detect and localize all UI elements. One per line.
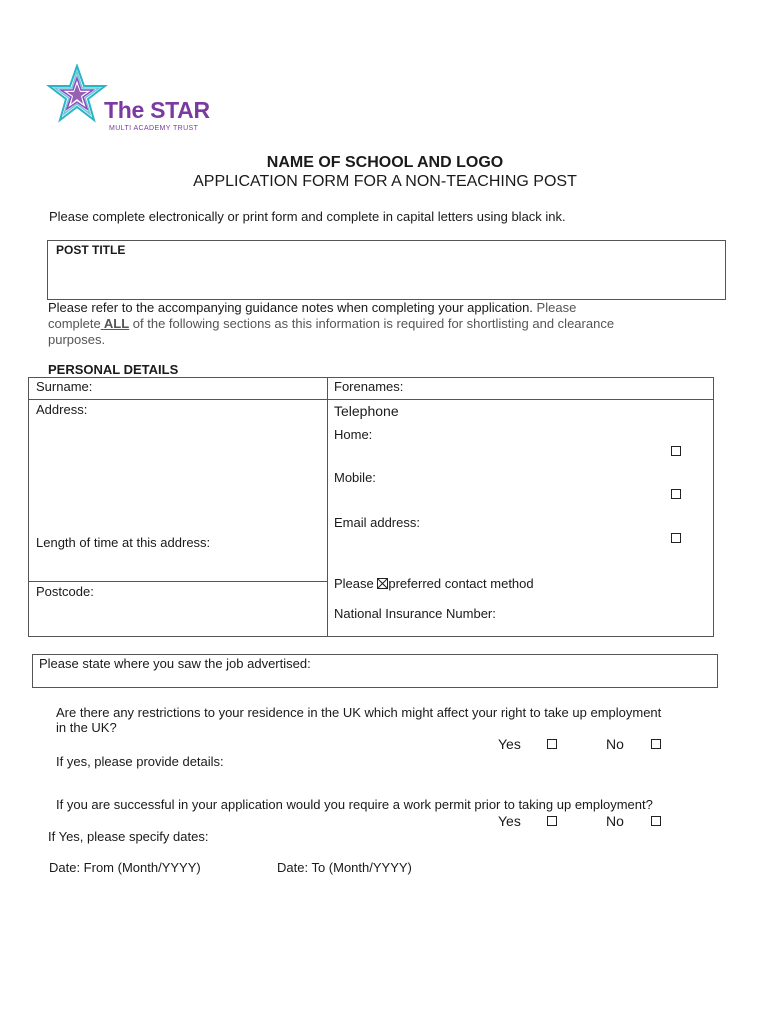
- post-title-label: POST TITLE: [56, 243, 126, 257]
- instructions: Please complete electronically or print form and complete in capital letters using black ink.: [49, 209, 566, 224]
- personal-details-heading: PERSONAL DETAILS: [48, 362, 179, 377]
- restrictions-details-field[interactable]: If yes, please provide details:: [56, 754, 224, 769]
- mobile-phone-field[interactable]: Mobile:: [334, 470, 376, 485]
- work-permit-no-label: No: [606, 813, 624, 829]
- restrictions-question-line1: Are there any restrictions to your residence in the UK which might affect your right to take up employment: [56, 705, 662, 720]
- column-divider: [327, 377, 328, 637]
- guidance-part4: of the following sections as this information is required for shortlisting and clearance: [132, 316, 615, 331]
- guidance-text: [48, 300, 748, 348]
- date-from-field[interactable]: Date: From (Month/YYYY): [49, 860, 201, 875]
- home-phone-field[interactable]: Home:: [334, 427, 373, 442]
- guidance-part1: Please refer to the accompanying guidance notes when completing your application.: [48, 300, 533, 315]
- address-field[interactable]: Address:: [36, 402, 88, 417]
- forenames-field[interactable]: Forenames:: [334, 379, 404, 394]
- star-logo-icon: [46, 64, 108, 124]
- email-field[interactable]: Email address:: [334, 515, 420, 530]
- page-title: NAME OF SCHOOL AND LOGO: [266, 154, 504, 171]
- restrictions-no-label: No: [606, 736, 624, 752]
- advert-field[interactable]: [32, 654, 718, 688]
- postcode-divider: [28, 581, 328, 582]
- surname-field[interactable]: Surname:: [36, 379, 93, 394]
- length-at-address-field[interactable]: Length of time at this address:: [36, 535, 211, 550]
- logo-name: The STAR: [104, 97, 210, 123]
- guidance-part5: purposes.: [48, 332, 106, 347]
- work-permit-no-checkbox[interactable]: [651, 816, 661, 826]
- preferred-prefix: Please: [334, 576, 374, 591]
- checked-box-icon: [377, 578, 388, 589]
- restrictions-question-line2: in the UK?: [56, 720, 117, 735]
- preferred-contact-note: [334, 576, 534, 592]
- work-permit-yes-label: Yes: [498, 813, 521, 829]
- date-to-field[interactable]: Date: To (Month/YYYY): [277, 860, 412, 875]
- restrictions-yes-checkbox[interactable]: [547, 739, 557, 749]
- preferred-suffix: preferred contact method: [388, 576, 534, 591]
- work-permit-yes-checkbox[interactable]: [547, 816, 557, 826]
- work-permit-dates-label: If Yes, please specify dates:: [48, 829, 209, 844]
- logo: [46, 64, 226, 139]
- page-subtitle: APPLICATION FORM FOR A NON-TEACHING POST: [193, 173, 577, 190]
- advert-label: Please state where you saw the job advertised:: [39, 656, 311, 671]
- logo-subtitle: MULTI ACADEMY TRUST: [109, 125, 199, 132]
- guidance-all: ALL: [103, 316, 130, 331]
- row-divider: [28, 399, 714, 400]
- guidance-part2: Please: [536, 300, 577, 315]
- postcode-field[interactable]: Postcode:: [36, 584, 94, 599]
- ni-number-field[interactable]: National Insurance Number:: [334, 606, 496, 621]
- post-title-field[interactable]: [47, 240, 726, 300]
- mobile-checkbox[interactable]: [671, 489, 681, 499]
- restrictions-no-checkbox[interactable]: [651, 739, 661, 749]
- guidance-part3: complete: [48, 316, 101, 331]
- work-permit-question: If you are successful in your application would you require a work permit prior to taking up employment?: [56, 797, 653, 812]
- restrictions-yes-label: Yes: [498, 736, 521, 752]
- email-checkbox[interactable]: [671, 533, 681, 543]
- home-checkbox[interactable]: [671, 446, 681, 456]
- telephone-label: Telephone: [334, 403, 399, 419]
